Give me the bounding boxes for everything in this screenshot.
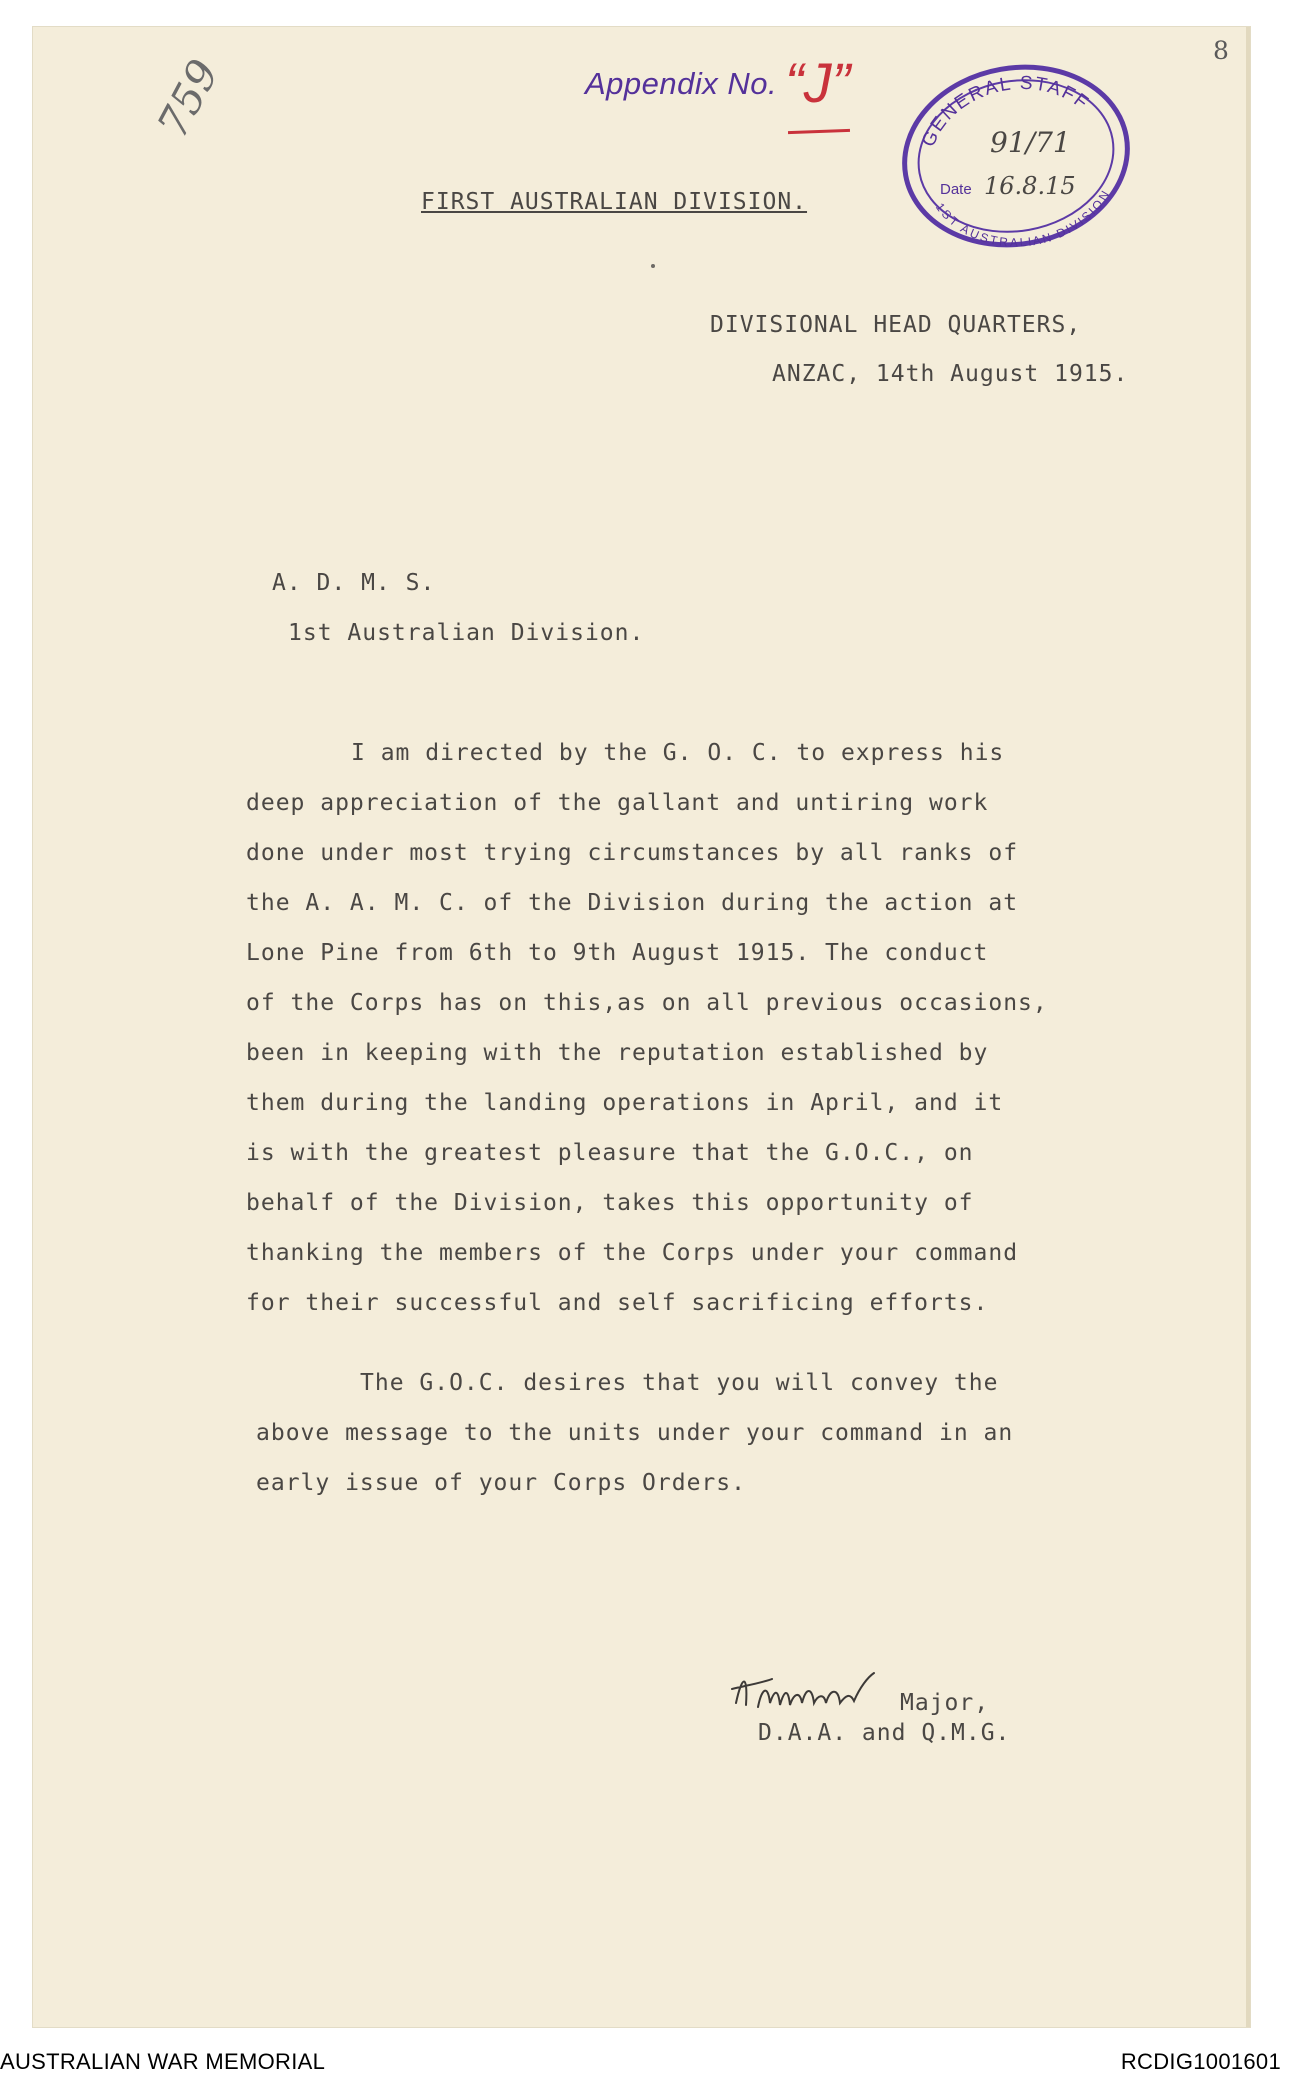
paragraph-line: been in keeping with the reputation established by <box>246 1040 989 1066</box>
paragraph-line: I am directed by the G. O. C. to express his <box>351 740 1005 766</box>
stamp-date-value: 16.8.15 <box>984 172 1076 200</box>
paragraph-line: for their successful and self sacrificing efforts. <box>246 1290 989 1316</box>
paragraph-line: deep appreciation of the gallant and untiring work <box>246 790 989 816</box>
body-paragraph-1 <box>246 740 1066 1340</box>
paragraph-line: of the Corps has on this,as on all previous occasions, <box>246 990 1048 1016</box>
paragraph-line: Lone Pine from 6th to 9th August 1915. The conduct <box>246 940 989 966</box>
ink-speck <box>651 264 655 268</box>
stamp-date-label: Date <box>940 181 972 198</box>
sheet-edge <box>1246 27 1250 2027</box>
sender-line-1: DIVISIONAL HEAD QUARTERS, <box>710 312 1082 338</box>
stamp-bottom-text: 1ST AUSTRALIAN DIVISION <box>932 187 1113 250</box>
paragraph-line: early issue of your Corps Orders. <box>256 1470 746 1496</box>
paragraph-line: done under most trying circumstances by all ranks of <box>246 840 1019 866</box>
stamp-top-text: GENERAL STAFF <box>918 72 1094 151</box>
paragraph-line: them during the landing operations in April, and it <box>246 1090 1004 1116</box>
footer-record-id: RCDIG1001601 <box>1120 2049 1281 2074</box>
footer-archive-name: AUSTRALIAN WAR MEMORIAL <box>0 2049 326 2074</box>
signature-rank: Major, <box>900 1690 990 1716</box>
handwritten-signature <box>728 1665 878 1725</box>
paragraph-line: The G.O.C. desires that you will convey the <box>360 1370 999 1396</box>
paragraph-line: the A. A. M. C. of the Division during the action at <box>246 890 1019 916</box>
paragraph-line: behalf of the Division, takes this opportunity of <box>246 1190 974 1216</box>
appendix-label: Appendix No. <box>585 66 778 101</box>
page-number: 8 <box>1213 36 1229 65</box>
paragraph-line: thanking the members of the Corps under your command <box>246 1240 1019 1266</box>
body-paragraph-2 <box>256 1370 1056 1530</box>
signature-title: D.A.A. and Q.M.G. <box>758 1720 1011 1746</box>
addressee-line-1: A. D. M. S. <box>272 570 436 596</box>
paragraph-line: above message to the units under your command in an <box>256 1420 1014 1446</box>
margin-annotation: 759 <box>147 51 229 146</box>
appendix-letter: “J” <box>785 51 851 114</box>
general-staff-stamp <box>890 58 1140 258</box>
stamp-number: 91/71 <box>990 126 1071 159</box>
paragraph-line: is with the greatest pleasure that the G.O.C., on <box>246 1140 974 1166</box>
document-heading: FIRST AUSTRALIAN DIVISION. <box>421 189 808 215</box>
addressee-line-2: 1st Australian Division. <box>288 620 645 646</box>
sender-line-2: ANZAC, 14th August 1915. <box>772 361 1129 387</box>
